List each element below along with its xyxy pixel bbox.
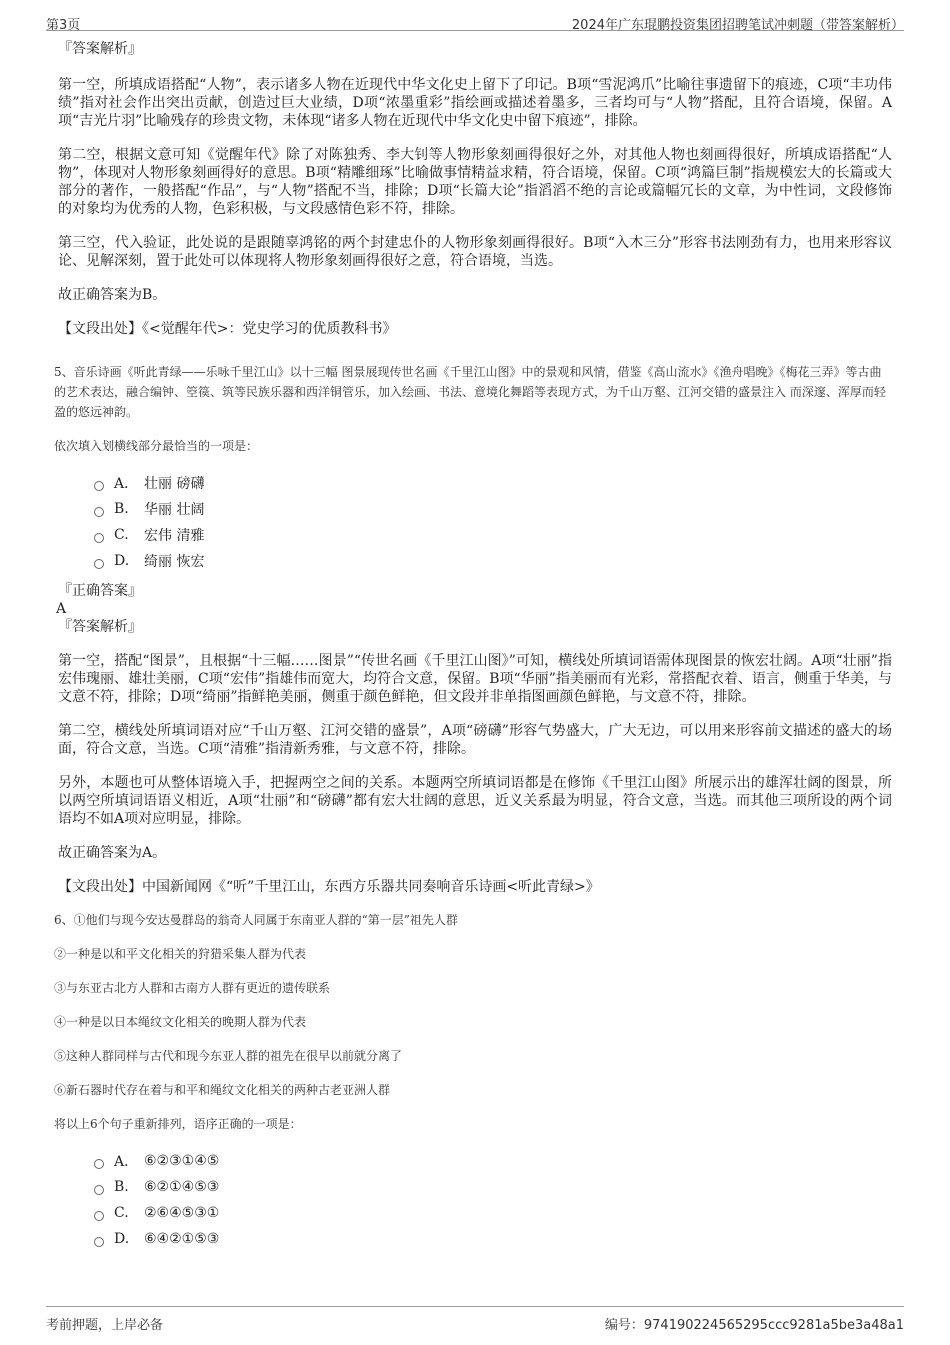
option-letter: C.: [114, 1205, 129, 1221]
radio-icon[interactable]: [94, 533, 104, 543]
radio-icon[interactable]: [94, 507, 104, 517]
q5-analysis-label: 『答案解析』: [58, 619, 142, 635]
page-header: [46, 10, 904, 31]
footer-slogan: 考前押题，上岸必备: [46, 1318, 164, 1333]
radio-icon[interactable]: [94, 559, 104, 569]
q5-options: [94, 470, 892, 574]
option-text: ⑥④②①⑤③: [144, 1231, 220, 1247]
q5-option-b[interactable]: [94, 496, 892, 522]
option-text: 绮丽 恢宏: [144, 554, 205, 570]
page-number: 第3页: [46, 18, 81, 33]
option-text: 华丽 壮阔: [144, 502, 205, 518]
q4-analysis-para-3: 第三空，代入验证，此处说的是跟随辜鸿铭的两个封建忠仆的人物形象刻画得很好。B项“入木三分”形容书法刚劲有力，也用来形容议论、见解深刻，置于此处可以体现将人物形象刻画得很好之意，符合语境，当选。: [58, 235, 892, 269]
q6-option-b[interactable]: [94, 1174, 892, 1200]
q6-sentence-6: ⑥新石器时代存在着与和平和绳纹文化相关的两种古老亚洲人群: [54, 1083, 391, 1097]
q5-correct-answer: A: [56, 601, 67, 617]
option-letter: A．: [114, 476, 139, 492]
q6-sentence-1: 6、①他们与现今安达曼群岛的翁奇人同属于东南亚人群的“第一层”祖先人群: [54, 913, 458, 927]
q6-options: [94, 1148, 892, 1252]
option-text: 宏伟 清雅: [144, 528, 205, 544]
q6-sentence-5: ⑤这种人群同样与古代和现今东亚人群的祖先在很早以前就分离了: [54, 1049, 403, 1063]
radio-icon[interactable]: [94, 1185, 104, 1195]
q6-option-d[interactable]: [94, 1226, 892, 1252]
document-title: 2024年广东琨鹏投资集团招聘笔试冲刺题（带答案解析）: [571, 18, 904, 33]
q4-source: 【文段出处】《<觉醒年代>：党史学习的优质教科书》: [58, 321, 397, 337]
q6-option-c[interactable]: [94, 1200, 892, 1226]
option-letter: D.: [114, 1231, 130, 1247]
q6-sentence-2: ②一种是以和平文化相关的狩猎采集人群为代表: [54, 947, 307, 961]
q5-analysis-para-3: 另外，本题也可从整体语境入手，把握两空之间的关系。本题两空所填词语都是在修饰《千里江山图》所展示出的雄浑壮阔的图景，所以两空所填词语语义相近，A项“壮丽”和“磅礴”都有宏大壮阔的意思，近义关系最为明显，符合文意，当选。而其他三项所设的两个词语均不如A项对应明显，排除。: [58, 775, 892, 827]
radio-icon[interactable]: [94, 481, 104, 491]
q5-source: 【文段出处】中国新闻网《“听”千里江山，东西方乐器共同奏响音乐诗画<听此青绿>》: [58, 879, 600, 895]
option-letter: D.: [114, 553, 130, 569]
q4-analysis-label: 『答案解析』: [58, 41, 142, 57]
option-letter: B.: [114, 1179, 129, 1195]
q5-option-c[interactable]: [94, 522, 892, 548]
option-letter: B.: [114, 501, 129, 517]
option-text: ⑥②③①④⑤: [144, 1153, 220, 1169]
q6-prompt: 将以上6个句子重新排列，语序正确的一项是：: [54, 1117, 302, 1131]
q5-analysis-para-1: 第一空，搭配“图景”，且根据“十三幅……图景”“传世名画《千里江山图》”可知，横线处所填词语需体现图景的恢宏壮阔。A项“壮丽”指宏伟瑰丽、雄壮美丽，C项“宏伟”指雄伟而宽大，均符合文意，保留。B项“华丽”指美丽而有光彩，常搭配衣着、语言，侧重于华美，与文意不符，排除；D项“绮丽”指鲜艳美丽，侧重于颜色鲜艳，但文段并非单指图画颜色鲜艳，与文意不符，排除。: [58, 653, 892, 705]
q6-sentence-4: ④一种是以日本绳纹文化相关的晚期人群为代表: [54, 1015, 307, 1029]
option-letter: A．: [114, 1154, 139, 1170]
option-text: 壮丽 磅礴: [144, 476, 205, 492]
document-id: 编号：974190224565295ccc9281a5be3a48a1: [604, 1318, 904, 1333]
page-footer: [46, 1306, 904, 1333]
page-content: [54, 40, 892, 1260]
q4-conclusion: 故正确答案为B。: [58, 287, 167, 303]
q5-option-d[interactable]: [94, 548, 892, 574]
q5-analysis-para-2: 第二空，横线处所填词语对应“千山万壑、江河交错的盛景”，A项“磅礴”形容气势盛大，广大无边，可以用来形容前文描述的盛大的场面，符合文意，当选。C项“清雅”指清新秀雅，与文意不符，排除。: [58, 723, 892, 757]
option-letter: C.: [114, 527, 129, 543]
radio-icon[interactable]: [94, 1159, 104, 1169]
radio-icon[interactable]: [94, 1237, 104, 1247]
radio-icon[interactable]: [94, 1211, 104, 1221]
q5-prompt: 依次填入划横线部分最恰当的一项是：: [54, 439, 259, 453]
q6-sentence-3: ③与东亚古北方人群和古南方人群有更近的遗传联系: [54, 981, 331, 995]
q4-analysis-para-2: 第二空，根据文意可知《觉醒年代》除了对陈独秀、李大钊等人物形象刻画得很好之外，对其他人物也刻画得很好，所填成语搭配“人物”，体现对人物形象刻画得好的意思。B项“精雕细琢”比喻做事情精益求精，符合语境，保留。C项“鸿篇巨制”指规模宏大的长篇或大部分的著作，一般搭配“作品”，与“人物”搭配不当，排除；D项“长篇大论”指滔滔不绝的言论或篇幅冗长的文章，为中性词，文段修饰的对象均为优秀的人物，色彩积极，与文段感情色彩不符，排除。: [58, 147, 892, 217]
q5-question: 5、音乐诗画《听此青绿——乐咏千里江山》以十三幅 图景展现传世名画《千里江山图》中的景观和风情，借鉴《高山流水》《渔舟唱晚》《梅花三弄》等古曲的艺术表达，融合编钟、箜篌、筑等民族乐器和西洋铜管乐，加入绘画、书法、意境化舞蹈等表现方式，为千山万壑、江河交错的盛景注入 而深邃、浑厚而轻盈的悠远神韵。: [54, 365, 886, 419]
q5-conclusion: 故正确答案为A。: [58, 845, 167, 861]
q5-option-a[interactable]: [94, 470, 892, 496]
q5-correct-label: 『正确答案』: [58, 583, 142, 599]
option-text: ⑥②①④⑤③: [144, 1179, 220, 1195]
q6-option-a[interactable]: [94, 1148, 892, 1174]
option-text: ②⑥④⑤③①: [144, 1205, 220, 1221]
q4-analysis-para-1: 第一空，所填成语搭配“人物”，表示诸多人物在近现代中华文化史上留下了印记。B项“雪泥鸿爪”比喻往事遗留下的痕迹，C项“丰功伟绩”指对社会作出突出贡献，创造过巨大业绩，D项“浓墨重彩”指绘画或描述着墨多，三者均可与“人物”搭配，且符合语境，保留。A项“吉光片羽”比喻残存的珍贵文物，未体现“诸多人物在近现代中华文化史中留下痕迹”，排除。: [58, 77, 892, 129]
